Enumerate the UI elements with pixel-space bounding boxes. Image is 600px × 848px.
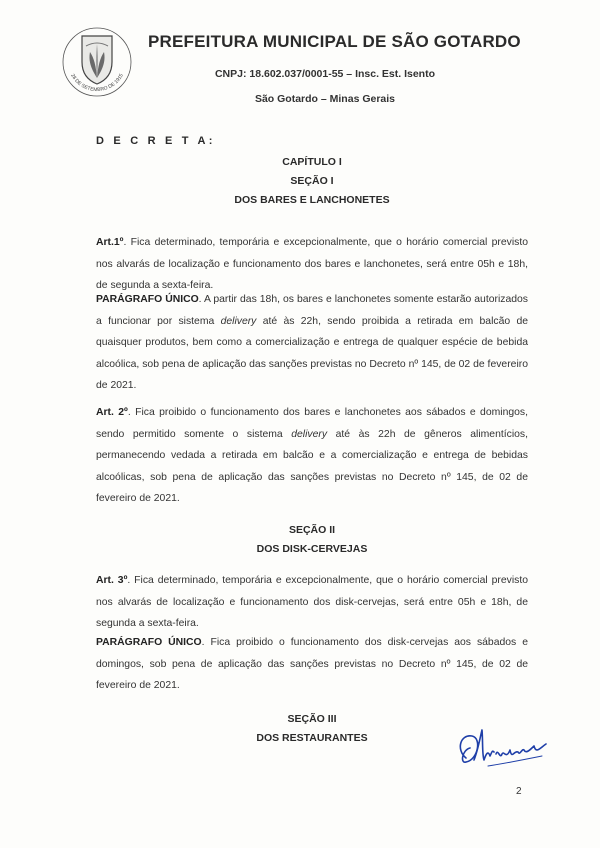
paragraph-3-label: PARÁGRAFO ÚNICO: [96, 637, 202, 648]
crest-motto: 28 DE SETEMBRO DE 1915: [69, 72, 125, 94]
paragraph-1: [96, 289, 528, 397]
page-number: 2: [516, 786, 522, 797]
handwritten-signature: [452, 720, 562, 780]
article-2-label: Art. 2º: [96, 407, 128, 418]
paragraph-1-delivery: delivery: [220, 315, 257, 327]
article-2-text-a: . Fica proibido o funcionamento dos bares e lanchonetes aos sábados e domingos, sendo permitido somente o sistema: [96, 407, 529, 440]
section-3-title: DOS RESTAURANTES: [256, 732, 368, 744]
city-line: São Gotardo – Minas Gerais: [254, 93, 396, 105]
municipal-crest-icon: [58, 22, 136, 104]
chapter-1-heading: CAPÍTULO I: [282, 156, 342, 168]
section-3-heading: SEÇÃO III: [287, 713, 337, 725]
article-3: [96, 570, 528, 635]
article-3-label: Art. 3º: [96, 575, 128, 586]
paragraph-3: [96, 632, 528, 697]
article-1-text: . Fica determinado, temporária e excepcionalmente, que o horário comercial previsto nos alvarás de localização e funcionamento dos bares e lanchonetes, será entre 05h e 18h, de segunda a sexta-feira.: [96, 237, 528, 291]
paragraph-1-text-b: até às 22h, sendo proibida a retirada em balcão de quaisquer produtos, bem como a comercialização e entrega de qualquer espécie de bebida alcoólica, sob pena de aplicação das sanções previstas no Decreto nº 145, de 02 de fevereiro de 2021.: [96, 315, 528, 391]
article-3-text: . Fica determinado, temporária e excepcionalmente, que o horário comercial previsto nos alvarás de localização e funcionamento dos disk-cervejas, será entre 05h e 18h, de segunda a sexta-feira.: [96, 575, 528, 629]
paragraph-1-text-a: . A partir das 18h, os bares e lanchonetes somente estarão autorizados a funcionar por sistema: [96, 294, 528, 327]
section-1-title: DOS BARES E LANCHONETES: [234, 194, 390, 206]
article-2-text-b: até às 22h de gêneros alimentícios, permanecendo vedada a retirada em balcão e a comercialização e entrega de bebidas alcoólicas, sob pena de aplicação das sanções previstas no Decreto nº 145, de 02 de fevereiro de 2021.: [96, 428, 528, 504]
section-2-title: DOS DISK-CERVEJAS: [256, 543, 368, 555]
decreta-heading: D E C R E T A:: [96, 135, 216, 147]
cnpj-line: CNPJ: 18.602.037/0001-55 – Insc. Est. Isento: [214, 68, 436, 80]
section-1-heading: SEÇÃO I: [290, 175, 334, 187]
paragraph-3-text: . Fica proibido o funcionamento dos disk-cervejas aos sábados e domingos, sob pena de aplicação das sanções previstas no Decreto nº 145, de 02 de fevereiro de 2021.: [96, 637, 528, 691]
paragraph-1-label: PARÁGRAFO ÚNICO: [96, 294, 199, 305]
article-1-label: Art.1º: [96, 237, 124, 248]
article-2-delivery: delivery: [291, 428, 328, 440]
article-2: [96, 402, 528, 510]
article-1: [96, 232, 528, 297]
section-2-heading: SEÇÃO II: [288, 524, 336, 536]
municipality-title: PREFEITURA MUNICIPAL DE SÃO GOTARDO: [148, 32, 521, 51]
